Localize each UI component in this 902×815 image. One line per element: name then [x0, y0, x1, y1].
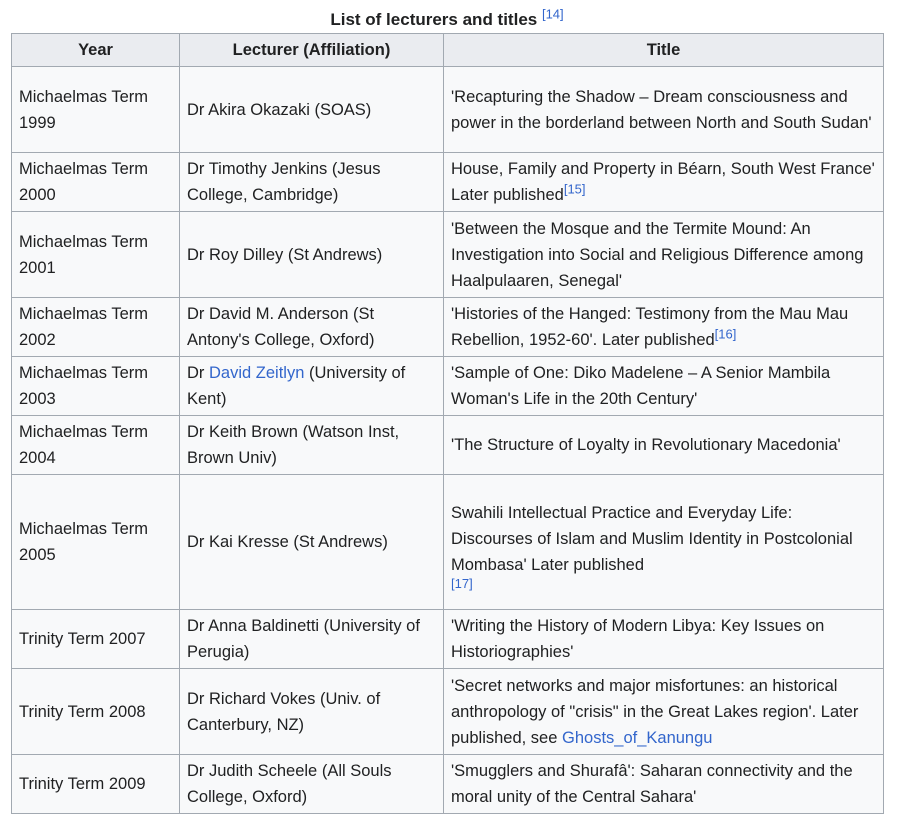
- lecturers-table: [11, 33, 884, 814]
- lecturer-cell: Dr David M. Anderson (St Antony's College, Oxford): [180, 298, 444, 357]
- table-row: [12, 755, 884, 814]
- title-column-header[interactable]: Title: [444, 34, 884, 67]
- title-cell: 'Recapturing the Shadow – Dream consciousness and power in the borderland between North and South Sudan': [444, 67, 884, 153]
- title-cell: 'Writing the History of Modern Libya: Key Issues on Historiographies': [444, 610, 884, 669]
- title-cell: [444, 669, 884, 755]
- title-text: 'Secret networks and major misfortunes: an historical anthropology of "crisis" in the Great Lakes region'. Later published, see: [451, 676, 859, 747]
- table-row: [12, 357, 884, 416]
- year-cell: Michaelmas Term 2004: [12, 416, 180, 475]
- year-cell: Michaelmas Term 1999: [12, 67, 180, 153]
- table-row: [12, 298, 884, 357]
- year-cell: Michaelmas Term 2002: [12, 298, 180, 357]
- title-cell: Swahili Intellectual Practice and Everyday Life: Discourses of Islam and Muslim Identity in Postcolonial Mombasa' Later published [17]: [444, 475, 884, 610]
- lecturer-cell: Dr Anna Baldinetti (University of Perugia): [180, 610, 444, 669]
- lecturer-cell: Dr Timothy Jenkins (Jesus College, Cambridge): [180, 153, 444, 212]
- title-text: Swahili Intellectual Practice and Everyday Life: Discourses of Islam and Muslim Identity in Postcolonial Mombasa' Later published: [451, 504, 853, 574]
- lecturer-cell: Dr Roy Dilley (St Andrews): [180, 212, 444, 298]
- year-column-header[interactable]: Year: [12, 34, 180, 67]
- title-cell: 'Smugglers and Shurafâ': Saharan connectivity and the moral unity of the Central Sahara': [444, 755, 884, 814]
- year-cell: Michaelmas Term 2005: [12, 475, 180, 610]
- year-cell: Trinity Term 2009: [12, 755, 180, 814]
- year-cell: Trinity Term 2007: [12, 610, 180, 669]
- title-text: 'Histories of the Hanged: Testimony from the Mau Mau Rebellion, 1952-60'. Later published: [451, 305, 849, 349]
- table-row: [12, 610, 884, 669]
- table-row: [12, 416, 884, 475]
- lecturer-link[interactable]: David Zeitlyn: [209, 364, 305, 382]
- ghosts-of-kanungu-link[interactable]: Ghosts_of_Kanungu: [562, 728, 713, 747]
- lecturer-cell: Dr Richard Vokes (Univ. of Canterbury, NZ): [180, 669, 444, 755]
- lecturer-affiliation: (University of Kent): [187, 364, 406, 408]
- table-row: [12, 669, 884, 755]
- title-cell: [444, 298, 884, 357]
- reference-link[interactable]: [15]: [563, 181, 586, 197]
- year-cell: Michaelmas Term 2000: [12, 153, 180, 212]
- lecturer-cell: Dr Keith Brown (Watson Inst, Brown Univ): [180, 416, 444, 475]
- lecturer-cell: Dr Judith Scheele (All Souls College, Oxford): [180, 755, 444, 814]
- lecturers-table-wrapper: [11, 6, 883, 814]
- caption-reference-link[interactable]: [14]: [541, 6, 564, 22]
- table-header-row: [12, 34, 884, 67]
- table-row: [12, 153, 884, 212]
- title-text: House, Family and Property in Béarn, South West France' Later published: [451, 160, 875, 204]
- table-row: [12, 475, 884, 610]
- lecturer-cell: Dr Kai Kresse (St Andrews): [180, 475, 444, 610]
- table-row: [12, 67, 884, 153]
- year-cell: Trinity Term 2008: [12, 669, 180, 755]
- year-cell: Michaelmas Term 2001: [12, 212, 180, 298]
- lecturer-prefix: Dr: [187, 364, 205, 382]
- title-cell: [444, 153, 884, 212]
- table-row: [12, 212, 884, 298]
- caption-title: List of lecturers and titles: [330, 10, 538, 29]
- title-cell: 'The Structure of Loyalty in Revolutionary Macedonia': [444, 416, 884, 475]
- year-cell: Michaelmas Term 2003: [12, 357, 180, 416]
- lecturer-column-header[interactable]: Lecturer (Affiliation): [180, 34, 444, 67]
- lecturer-cell: Dr Akira Okazaki (SOAS): [180, 67, 444, 153]
- title-cell: 'Between the Mosque and the Termite Mound: An Investigation into Social and Religious Difference among Haalpulaaren, Senegal': [444, 212, 884, 298]
- table-caption: [11, 6, 883, 33]
- title-cell: 'Sample of One: Diko Madelene – A Senior Mambila Woman's Life in the 20th Century': [444, 357, 884, 416]
- lecturer-cell: [180, 357, 444, 416]
- reference-link[interactable]: [16]: [714, 326, 737, 342]
